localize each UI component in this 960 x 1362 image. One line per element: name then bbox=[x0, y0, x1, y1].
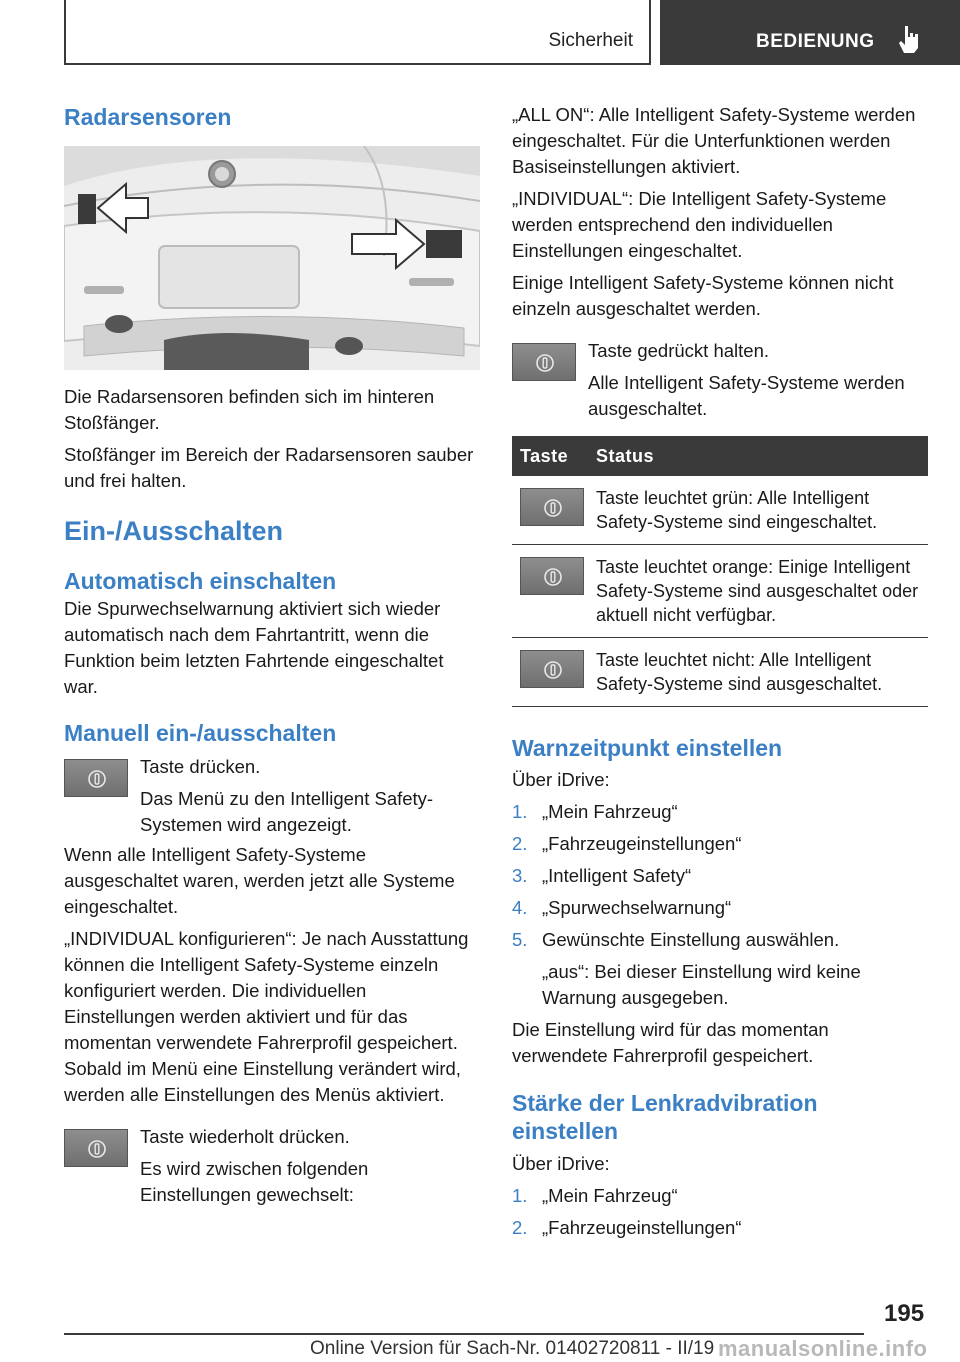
footer-divider bbox=[64, 1333, 864, 1335]
safety-systems-icon bbox=[543, 660, 563, 680]
table-row bbox=[512, 476, 928, 545]
heading-lenkradvibration: Stärke der Lenkradvibration einstellen bbox=[512, 1090, 818, 1144]
paragraph-aus: „aus“: Bei dieser Einstellung wird keine Warnung ausgegeben. bbox=[542, 961, 861, 1008]
list-item: 5. Gewünschte Einstellung auswählen. bbox=[512, 929, 840, 950]
safety-systems-icon bbox=[543, 567, 563, 587]
paragraph-individual: „INDIVIDUAL“: Die Intelligent Safety-Systeme werden entsprechend den individuellen Einstellungen eingeschaltet. bbox=[512, 188, 887, 261]
safety-button-image bbox=[520, 488, 584, 526]
list-item: 1. „Mein Fahrzeug“ bbox=[512, 1185, 678, 1206]
header-section-box bbox=[64, 0, 651, 65]
hold-button-text: Taste gedrückt halten. bbox=[588, 340, 769, 361]
menu-shown-text-1: Das Menü zu den Intelligent Safety-Systemen wird angezeigt. bbox=[140, 788, 434, 835]
button-instruction-hold bbox=[512, 338, 928, 422]
heading-automatisch: Automatisch einschalten bbox=[64, 568, 337, 594]
table-header-status: Status bbox=[596, 436, 928, 476]
status-table bbox=[512, 436, 928, 707]
heading-manuell: Manuell ein-/ausschalten bbox=[64, 720, 337, 746]
list-item: 1. „Mein Fahrzeug“ bbox=[512, 801, 678, 822]
rear-bumper-illustration bbox=[64, 146, 480, 370]
paragraph-einige: Einige Intelligent Safety-Systeme können nicht einzeln ausgeschaltet werden. bbox=[512, 272, 894, 319]
header-tab bbox=[660, 0, 960, 65]
paragraph-radar-clean: Stoßfänger im Bereich der Radarsensoren sauber und frei halten. bbox=[64, 444, 474, 491]
heading-ein-ausschalten: Ein-/Ausschalten bbox=[64, 516, 284, 546]
safety-button-image bbox=[512, 343, 576, 381]
list-item: 4. „Spurwechselwarnung“ bbox=[512, 897, 732, 918]
paragraph-ueber-idrive-1: Über iDrive: bbox=[512, 769, 610, 790]
safety-systems-icon bbox=[87, 769, 107, 789]
paragraph-automatisch: Die Spurwechselwarnung aktiviert sich wieder automatisch nach dem Fahrtantritt, wenn die Funktion beim letzten Fahrtende eingeschaltet war. bbox=[64, 598, 444, 697]
left-column bbox=[64, 102, 480, 1214]
safety-systems-icon bbox=[543, 498, 563, 518]
repeat-press-text: Taste wiederholt drücken. bbox=[140, 1126, 350, 1147]
list-item: 2. „Fahrzeugeinstellungen“ bbox=[512, 833, 742, 854]
pointing-hand-icon bbox=[896, 24, 922, 54]
paragraph-wenn-alle: Wenn alle Intelligent Safety-Systeme ausgeschaltet waren, werden jetzt alle Systeme eingeschaltet. bbox=[64, 844, 455, 917]
safety-systems-icon bbox=[535, 353, 555, 373]
table-header-taste: Taste bbox=[512, 436, 596, 476]
paragraph-radar-location: Die Radarsensoren befinden sich im hinteren Stoßfänger. bbox=[64, 386, 435, 433]
rear-bumper-figure bbox=[64, 146, 480, 370]
status-green: Taste leuchtet grün: Alle Intelligent Safety-Systeme sind eingeschaltet. bbox=[596, 476, 928, 545]
safety-button-image bbox=[64, 1129, 128, 1167]
paragraph-individual-konfig: „INDIVIDUAL konfigurieren“: Je nach Ausstattung können die Intelligent Safety-Systeme einzeln konfiguriert werden. Die individuellen Einstellungen werden aktiviert und für das momentan verwendete Fahrerprofil gespeichert. Sobald im Menü eine Einstellung verändert wird, werden alle Einstellungen des Menüs aktiviert. bbox=[64, 928, 469, 1105]
header-section-label: Sicherheit bbox=[548, 30, 633, 51]
table-row bbox=[512, 545, 928, 638]
table-header-row bbox=[512, 436, 928, 476]
heading-warnzeitpunkt: Warnzeitpunkt einstellen bbox=[512, 735, 783, 761]
all-off-text: Alle Intelligent Safety-Systeme werden ausgeschaltet. bbox=[588, 372, 905, 419]
header-tab-label: BEDIENUNG bbox=[756, 31, 875, 52]
paragraph-ueber-idrive-2: Über iDrive: bbox=[512, 1153, 610, 1174]
press-button-text: Taste drücken. bbox=[140, 756, 261, 777]
status-off: Taste leuchtet nicht: Alle Intelligent Safety-Systeme sind ausgeschaltet. bbox=[596, 638, 928, 707]
paragraph-gespeichert: Die Einstellung wird für das momentan verwendete Fahrerprofil gespeichert. bbox=[512, 1019, 829, 1066]
list-item: 2. „Fahrzeugeinstellungen“ bbox=[512, 1217, 742, 1238]
switch-settings-text: Es wird zwischen folgenden Einstellungen gewechselt: bbox=[140, 1158, 369, 1205]
steps-list-vibration bbox=[512, 1183, 928, 1241]
right-column bbox=[512, 102, 928, 1247]
safety-button-image bbox=[64, 759, 128, 797]
table-row bbox=[512, 638, 928, 707]
watermark: manualsonline.info bbox=[718, 1336, 928, 1361]
safety-systems-icon bbox=[87, 1139, 107, 1159]
list-item: 3. „Intelligent Safety“ bbox=[512, 865, 692, 886]
button-instruction-press bbox=[64, 754, 480, 838]
steps-list-warn bbox=[512, 799, 928, 953]
footer-online-version: Online Version für Sach-Nr. 01402720811 - II/19 bbox=[310, 1338, 715, 1359]
button-instruction-repeat bbox=[64, 1124, 480, 1208]
page-number: 195 bbox=[884, 1300, 925, 1327]
safety-button-image bbox=[520, 650, 584, 688]
safety-button-image bbox=[520, 557, 584, 595]
paragraph-all-on: „ALL ON“: Alle Intelligent Safety-Systeme werden eingeschaltet. Für die Unterfunktionen werden Basiseinstellungen aktiviert. bbox=[512, 104, 916, 177]
heading-radarsensoren: Radarsensoren bbox=[64, 104, 232, 130]
status-orange: Taste leuchtet orange: Einige Intelligent Safety-Systeme sind ausgeschaltet oder aktuell nicht verfügbar. bbox=[596, 545, 928, 638]
